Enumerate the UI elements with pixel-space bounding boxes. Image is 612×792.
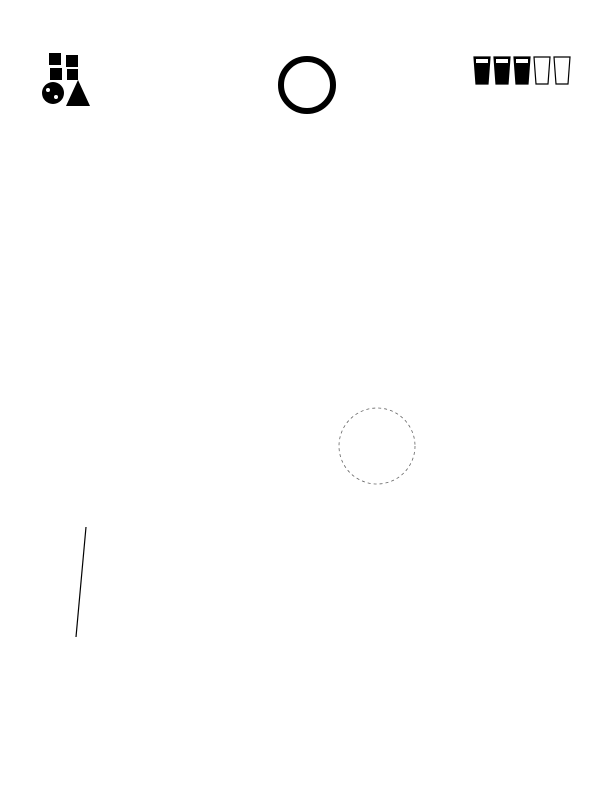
- strikethrough-line: [76, 527, 86, 637]
- dashed-circle-marker: [339, 408, 415, 484]
